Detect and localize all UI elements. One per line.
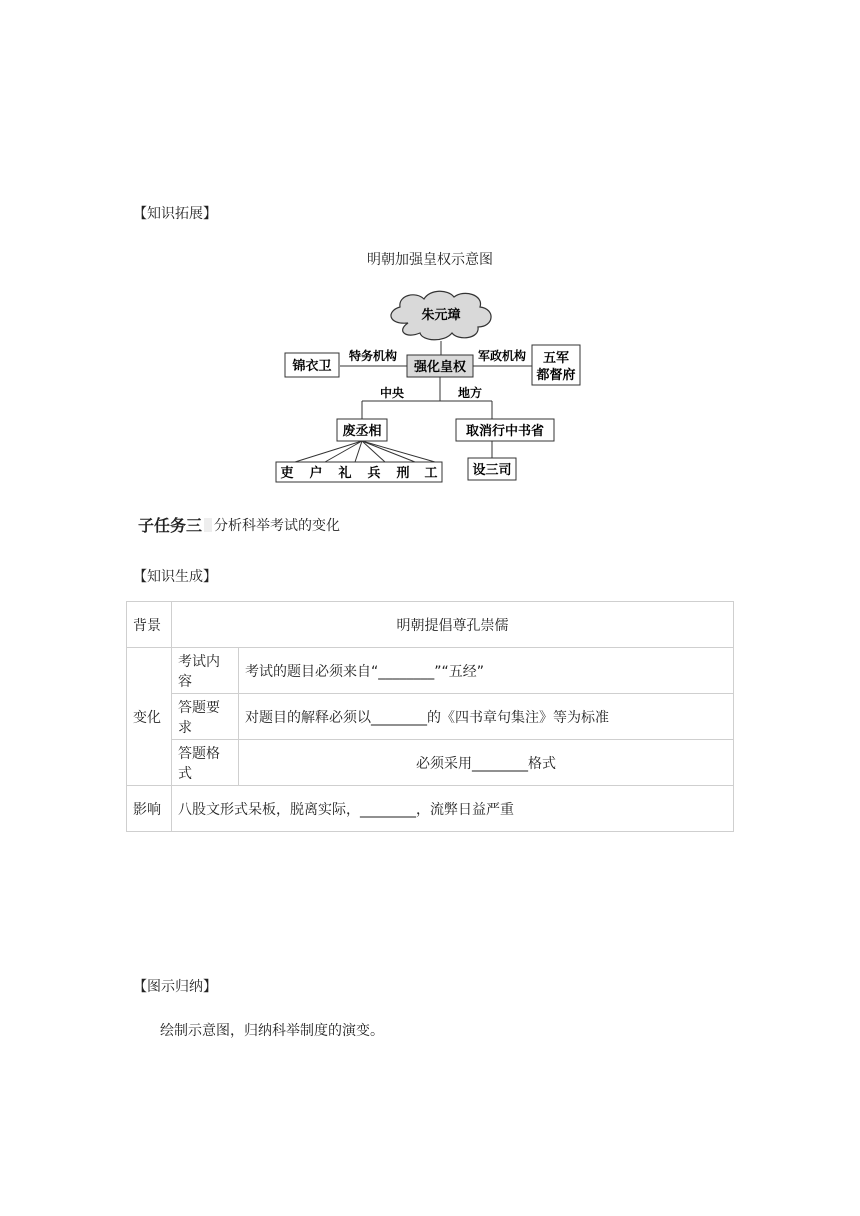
table-row bbox=[127, 648, 734, 694]
central-label: 中央 bbox=[379, 386, 405, 400]
local-label: 地方 bbox=[457, 386, 483, 400]
section-heading-knowledge-expand: 【知识拓展】 bbox=[133, 206, 217, 222]
abolish-label: 废丞相 bbox=[342, 424, 382, 439]
summary-instruction: 绘制示意图，归纳科举制度的演变。 bbox=[160, 1023, 384, 1039]
cancel-label: 取消行中书省 bbox=[465, 424, 545, 439]
section-heading-diagram-summary: 【图示归纳】 bbox=[133, 979, 217, 995]
row-label: 考试内容 bbox=[172, 648, 239, 694]
table-row bbox=[127, 602, 734, 648]
subtask-title: 分析科举考试的变化 bbox=[214, 517, 341, 534]
row-text: 考试的题目必须来自“________”“五经” bbox=[239, 648, 734, 694]
special-org-label: 特务机构 bbox=[348, 349, 398, 363]
imperial-exam-table bbox=[126, 601, 734, 832]
wujun-label-2: 都督府 bbox=[536, 368, 576, 383]
ministry-label: 吏 bbox=[280, 466, 294, 481]
table-row bbox=[127, 740, 734, 786]
row-text: 对题目的解释必须以________的《四书章句集注》等为标准 bbox=[239, 694, 734, 740]
emperor-label: 朱元璋 bbox=[421, 308, 461, 323]
jinyiwei-label: 锦衣卫 bbox=[292, 359, 332, 374]
diagram-title: 明朝加强皇权示意图 bbox=[367, 252, 493, 268]
subtask-separator bbox=[204, 518, 212, 532]
row-label: 答题要求 bbox=[172, 694, 239, 740]
ministry-label: 刑 bbox=[396, 466, 410, 481]
subtask-tag: 子任务三 bbox=[138, 516, 203, 535]
ministry-label: 礼 bbox=[338, 466, 352, 481]
ministry-label: 兵 bbox=[367, 466, 381, 481]
table-row bbox=[127, 694, 734, 740]
center-label: 强化皇权 bbox=[413, 360, 467, 375]
row-text: 必须采用________格式 bbox=[239, 740, 734, 786]
power-diagram bbox=[270, 285, 600, 490]
section-heading-knowledge-generate: 【知识生成】 bbox=[133, 569, 217, 585]
military-org-label: 军政机构 bbox=[477, 349, 527, 363]
table-row bbox=[127, 786, 734, 832]
sansi-label: 设三司 bbox=[472, 463, 512, 478]
ministry-label: 工 bbox=[424, 466, 438, 481]
background-label: 背景 bbox=[127, 602, 172, 648]
impact-text: 八股文形式呆板，脱离实际，________，流弊日益严重 bbox=[172, 786, 734, 832]
row-label: 答题格式 bbox=[172, 740, 239, 786]
wujun-label-1: 五军 bbox=[542, 351, 570, 366]
subtask-heading bbox=[138, 513, 340, 536]
impact-label: 影响 bbox=[127, 786, 172, 832]
change-label: 变化 bbox=[127, 648, 172, 786]
ministry-label: 户 bbox=[309, 466, 323, 481]
ministries-box bbox=[276, 462, 442, 482]
background-text: 明朝提倡尊孔崇儒 bbox=[172, 602, 734, 648]
